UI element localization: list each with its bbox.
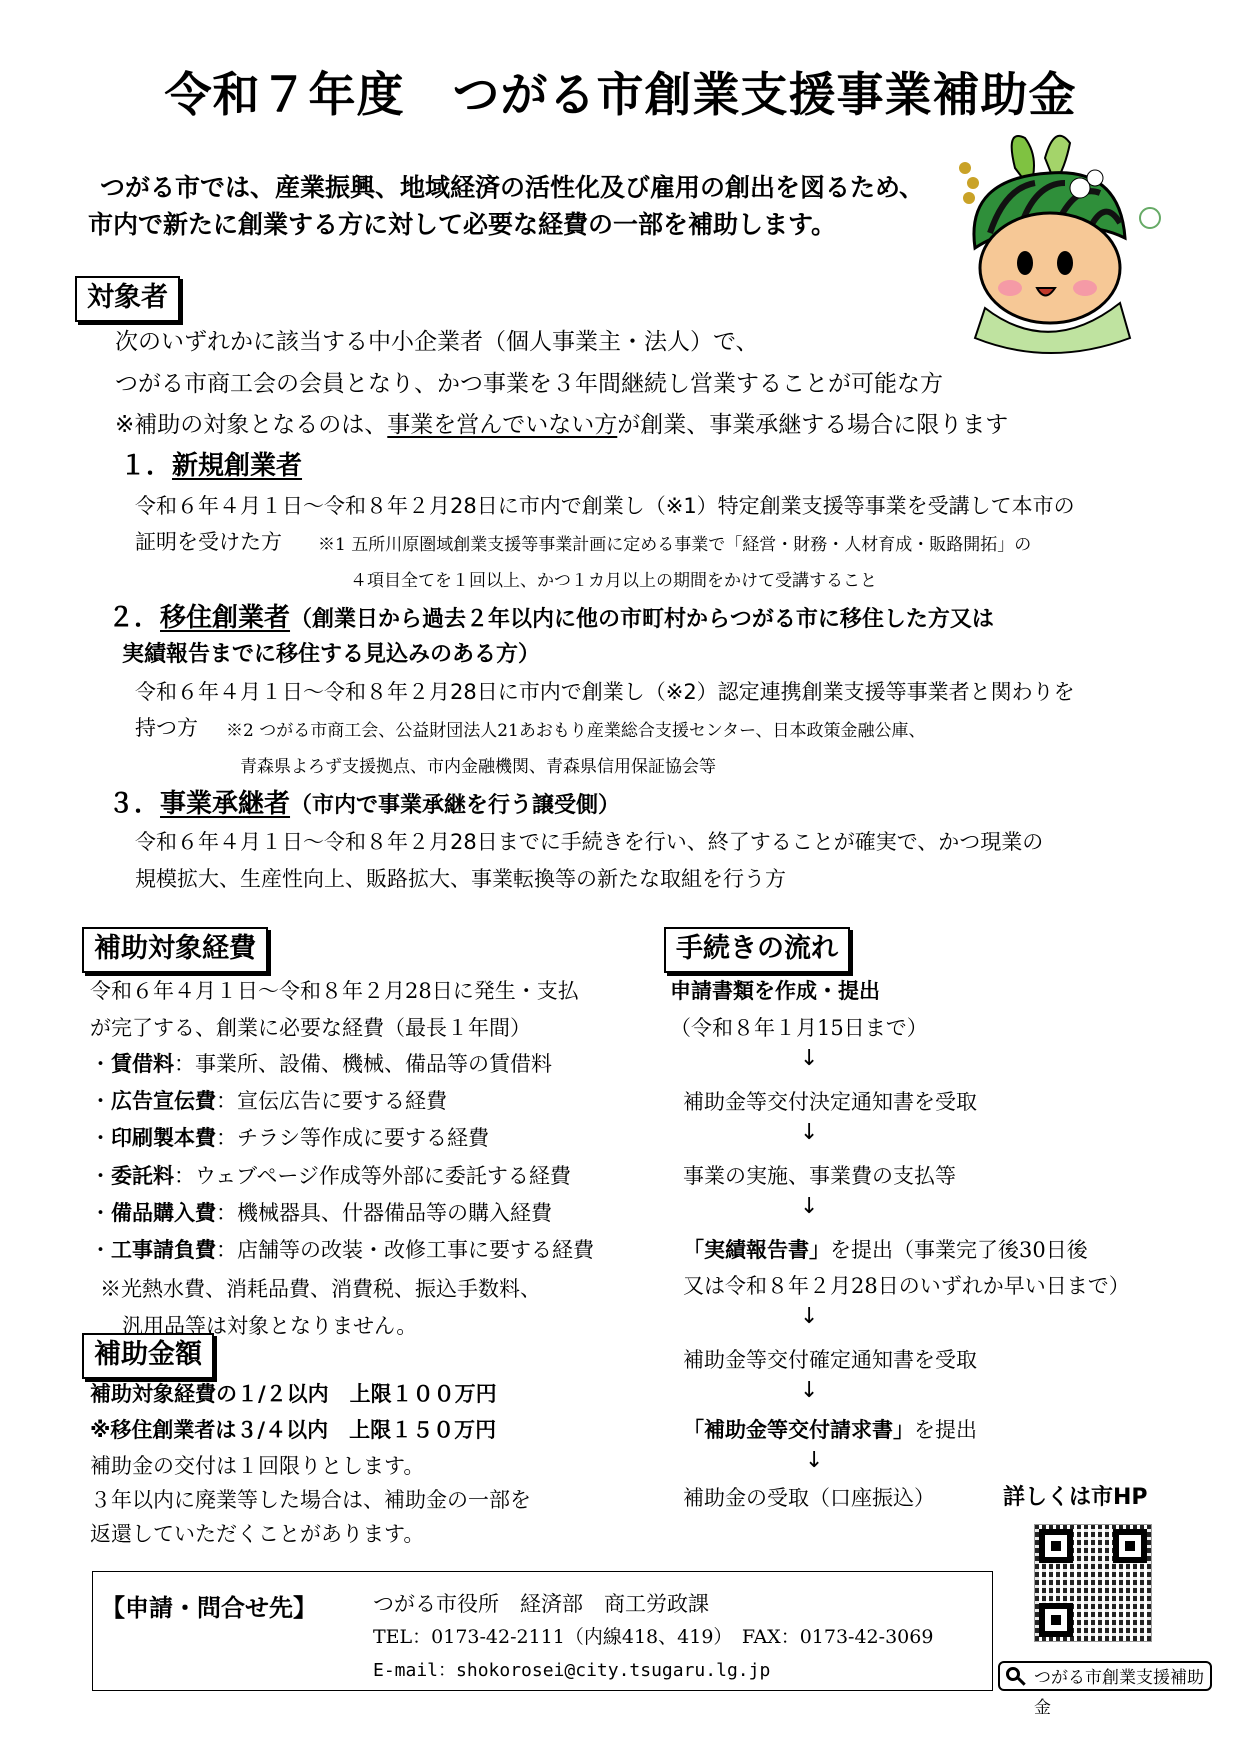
expense-item-name: 広告宣伝費 [111,1088,216,1113]
category-3-line-2: 規模拡大、生産性向上、販路拡大、事業転換等の新たな取組を行う方 [135,867,786,891]
expense-item [90,1048,552,1078]
amount-line-4: ３年以内に廃業等した場合は、補助金の一部を [90,1488,531,1512]
expenses-line-2: が完了する、創業に必要な経費（最長１年間） [90,1016,531,1040]
expense-item-desc: ：ウェブページ作成等外部に委託する経費 [174,1164,571,1188]
flow-arrow: ↓ [805,1448,824,1473]
search-box-label: つがる市創業支援補助金 [1034,1668,1204,1718]
amount-line-2: ※移住創業者は３/４以内 上限１５０万円 [90,1418,497,1442]
flow-arrow: ↓ [800,1194,819,1219]
qr-code[interactable] [1034,1524,1152,1642]
bullet: ・ [90,1052,111,1076]
expenses-note-2: 汎用品等は対象となりません。 [122,1314,418,1338]
hp-label: 詳しくは市HP [1003,1485,1148,1510]
expense-item-desc: ：宣伝広告に要する経費 [216,1089,447,1113]
contact-email[interactable]: E-mail：shokorosei@city.tsugaru.lg.jp [373,1660,771,1681]
flow-arrow: ↓ [800,1304,819,1329]
expense-item-name: 印刷製本費 [111,1125,216,1150]
flow-step-4-deadline: 又は令和８年２月28日のいずれか早い日まで） [683,1274,1130,1298]
contact-heading: 【申請・問合せ先】 [101,1594,317,1622]
expense-item-name: 工事請負費 [111,1237,216,1262]
expenses-note-1: ※光熱水費、消耗品費、消費税、振込手数料、 [100,1277,541,1301]
target-line-2: つがる市商工会の会員となり、かつ事業を３年間継続し営業することが可能な方 [115,371,943,397]
contact-box [92,1571,993,1691]
amount-line-1: 補助対象経費の１/２以内 上限１００万円 [90,1382,497,1406]
category-2-note-2: 青森県よろず支援拠点、市内金融機関、青森県信用保証協会等 [240,757,716,777]
expenses-heading: 補助対象経費 [82,927,268,973]
mascot-illustration [945,128,1175,358]
flow-arrow: ↓ [800,1120,819,1145]
category-2-heading: ２．移住創業者（創業日から過去２年以内に他の市町村からつがる市に移住した方又は [108,603,994,633]
category-1-line-2: 証明を受けた方 [135,530,282,554]
expenses-line-1: 令和６年４月１日～令和８年２月28日に発生・支払 [90,979,579,1003]
flow-step-2: 補助金等交付決定通知書を受取 [683,1090,977,1114]
expense-item [90,1197,552,1227]
target-line-1: 次のいずれかに該当する中小企業者（個人事業主・法人）で、 [115,329,759,355]
amount-line-5: 返還していただくことがあります。 [90,1522,425,1546]
category-1-heading: １．新規創業者 [120,451,303,481]
expense-item-desc: ：機械器具、什器備品等の購入経費 [216,1201,552,1225]
bullet: ・ [90,1126,111,1150]
category-2-line-1: 令和６年４月１日～令和８年２月28日に市内で創業し（※2）認定連携創業支援等事業者と関わりを [135,680,1075,704]
search-box[interactable] [998,1661,1212,1718]
expense-item-name: 備品購入費 [111,1200,216,1225]
page-title: 令和７年度 つがる市創業支援事業補助金 [164,68,1077,123]
flow-step-6: 「補助金等交付請求書」を提出 [683,1417,977,1442]
category-2-line-2: 持つ方 [135,716,198,740]
intro-line-1: つがる市では、産業振興、地域経済の活性化及び雇用の創出を図るため、 [100,173,925,202]
target-heading: 対象者 [75,276,180,322]
intro-line-2: 市内で新たに創業する方に対して必要な経費の一部を補助します。 [88,210,837,239]
expense-item [90,1234,594,1264]
flow-step-1: 申請書類を作成・提出 [670,978,880,1003]
expense-item-desc: ：事業所、設備、機械、備品等の賃借料 [174,1052,552,1076]
amount-line-3: 補助金の交付は１回限りとします。 [90,1454,425,1478]
category-1-note-1: ※1 五所川原圏域創業支援等事業計画に定める事業で「経営・財務・人材育成・販路開拓」の [318,535,1032,555]
flow-step-5: 補助金等交付確定通知書を受取 [683,1348,977,1372]
expense-item-name: 委託料 [111,1163,174,1188]
flow-step-7: 補助金の受取（口座振込） [683,1486,935,1510]
category-1-note-2: ４項目全てを１回以上、かつ１カ月以上の期間をかけて受講すること [350,571,877,591]
contact-tel: TEL：0173-42-2111（内線418、419） FAX：0173-42-3069 [373,1626,934,1648]
flow-step-1-deadline: （令和８年１月15日まで） [670,1016,928,1040]
bullet: ・ [90,1201,111,1225]
category-3-heading: ３．事業承継者（市内で事業承継を行う譲受側） [108,789,621,819]
expense-item-desc: ：チラシ等作成に要する経費 [216,1126,489,1150]
search-icon-handle [1017,1677,1025,1685]
flow-heading: 手続きの流れ [664,927,850,973]
expense-item [90,1160,571,1190]
expense-item-name: 賃借料 [111,1051,174,1076]
category-2-desc: 実績報告までに移住する見込みのある方） [122,642,541,667]
flow-arrow: ↓ [800,1378,819,1403]
expense-item [90,1122,489,1152]
flow-arrow: ↓ [800,1046,819,1071]
category-1-line-1: 令和６年４月１日～令和８年２月28日に市内で創業し（※1）特定創業支援等事業を受講して本市の [135,494,1075,518]
category-3-line-1: 令和６年４月１日～令和８年２月28日までに手続きを行い、終了することが確実で、かつ現業の [135,830,1044,854]
category-2-note-1: ※2 つがる市商工会、公益財団法人21あおもり産業総合支援センター、日本政策金融公庫、 [226,721,926,741]
amount-heading: 補助金額 [82,1333,214,1379]
contact-office: つがる市役所 経済部 商工労政課 [373,1592,709,1616]
flow-step-4: 「実績報告書」を提出（事業完了後30日後 [683,1237,1088,1262]
bullet: ・ [90,1238,111,1262]
target-line-3: ※補助の対象となるのは、事業を営んでいない方が創業、事業承継する場合に限ります [115,412,1009,438]
expense-item-desc: ：店舗等の改装・改修工事に要する経費 [216,1238,594,1262]
flow-step-3: 事業の実施、事業費の支払等 [683,1164,956,1188]
bullet: ・ [90,1164,111,1188]
expense-item [90,1085,447,1115]
bullet: ・ [90,1089,111,1113]
